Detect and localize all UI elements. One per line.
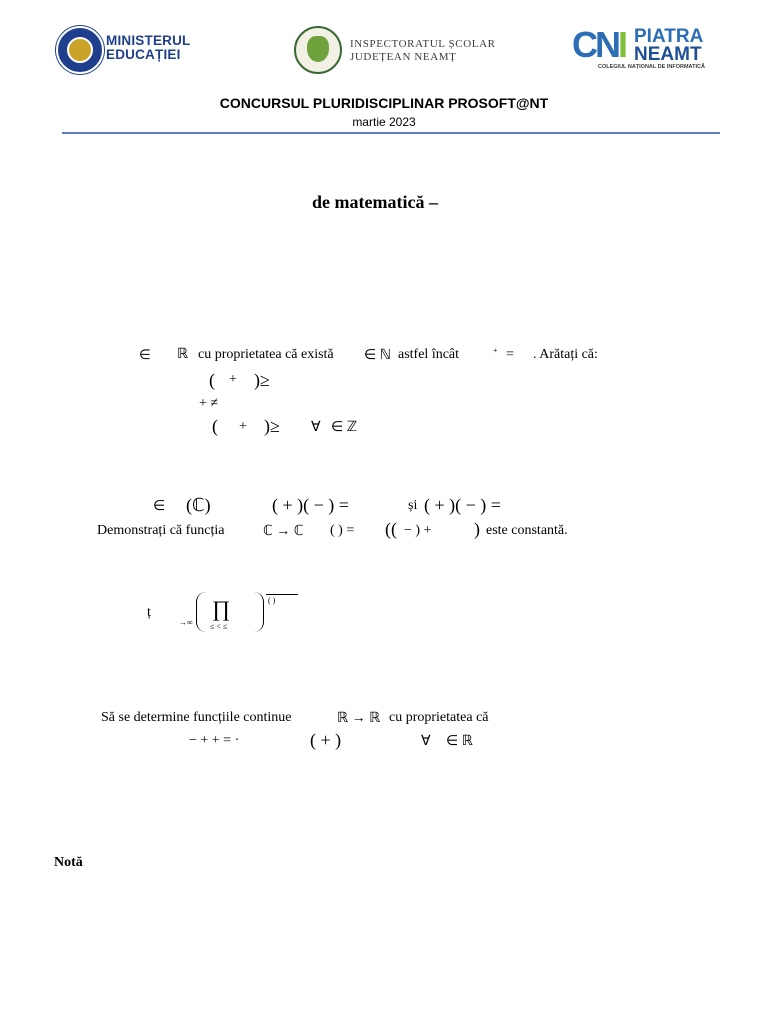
college-city-line2: NEAMT [634, 44, 702, 65]
p2-and: și [408, 498, 418, 513]
p1-a-close: )≥ [254, 370, 270, 390]
p3-limit-arrow: →∞ [179, 618, 193, 627]
section-title: de matematică – [312, 192, 438, 212]
p4-equation-left: − + + = · [189, 733, 240, 748]
p1-b-line: + ≠ [199, 396, 219, 411]
p1-in-naturals: ∈ ℕ [364, 348, 391, 363]
p3-right-bracket [254, 592, 264, 632]
college-subtitle: COLEGIUL NAȚIONAL DE INFORMATICĂ [598, 64, 705, 70]
note-label: Notă [54, 855, 83, 870]
p4-forall: ∀ [421, 734, 431, 749]
ministry-seal-icon [56, 26, 104, 74]
p2-in-symbol: ∈ [153, 499, 166, 514]
contest-title: CONCURSUL PLURIDISCIPLINAR PROSOFT@NT [219, 95, 549, 111]
p1-c-open: ( [212, 416, 218, 436]
p4-property: cu proprietatea că [389, 710, 489, 725]
p3-left-bracket [196, 592, 206, 632]
p1-text-2: astfel încât [398, 347, 460, 362]
p1-text-3: . Arătați că: [533, 347, 598, 362]
p4-map: ℝ → ℝ [337, 711, 381, 726]
p2-map: ℂ → ℂ [263, 524, 304, 539]
p4-text: Să se determine funcțiile continue [101, 710, 292, 725]
p3-product-index: ≤ < ≤ [210, 622, 228, 631]
p3-product-symbol: ∏ [212, 596, 231, 621]
p1-c-forall: ∀ [311, 420, 321, 435]
p3-exponent-bar [266, 594, 298, 595]
inspectorate-logo [294, 26, 494, 72]
p2-demo-text: Demonstrați că funcția [97, 523, 225, 538]
p1-c-close: )≥ [264, 416, 280, 436]
college-mark-icon: CNI [572, 24, 626, 65]
p3-t-char: ț [147, 605, 151, 620]
p1-c-in-integers: ∈ ℤ [331, 420, 358, 435]
p4-in-reals: ∈ ℝ [446, 734, 473, 749]
p2-matrix-set: (ℂ) [186, 495, 211, 515]
p1-equals: = [506, 347, 514, 362]
p2-expr-open: (( [385, 519, 397, 539]
p1-a-plus: + [229, 372, 237, 387]
p2-expr-mid: − ) + [404, 523, 432, 538]
p2-condition-1: ( + )( − ) = [272, 495, 349, 515]
p1-in-symbol: ∈ [139, 347, 151, 362]
inspectorate-name-line2: JUDEȚEAN NEAMȚ [350, 51, 457, 63]
college-logo [572, 24, 732, 72]
inspectorate-seal-icon [294, 26, 342, 74]
p1-text-1: cu proprietatea că există [198, 347, 334, 362]
p4-equation-right: ( + ) [310, 730, 342, 750]
contest-date: martie 2023 [352, 115, 416, 129]
ministry-logo [56, 26, 206, 72]
ministry-name-line2: EDUCAȚIEI [106, 47, 181, 62]
p1-reals-symbol: ℝ [177, 347, 189, 362]
p2-expr-close: ) [474, 519, 480, 539]
college-city-line1: PIATRA [634, 26, 704, 47]
p2-fx: ( ) = [330, 523, 355, 538]
inspectorate-name-line1: INSPECTORATUL ȘCOLAR [350, 38, 496, 50]
p1-superscript-plus: + [493, 346, 498, 355]
p1-a-open: ( [209, 370, 215, 390]
p2-tail: este constantă. [486, 523, 568, 538]
header-divider [62, 132, 720, 134]
p3-exponent: ( ) [268, 596, 276, 605]
ministry-name-line1: MINISTERUL [106, 33, 191, 48]
p1-c-plus: + [239, 419, 247, 434]
p2-condition-2: ( + )( − ) = [424, 495, 501, 515]
